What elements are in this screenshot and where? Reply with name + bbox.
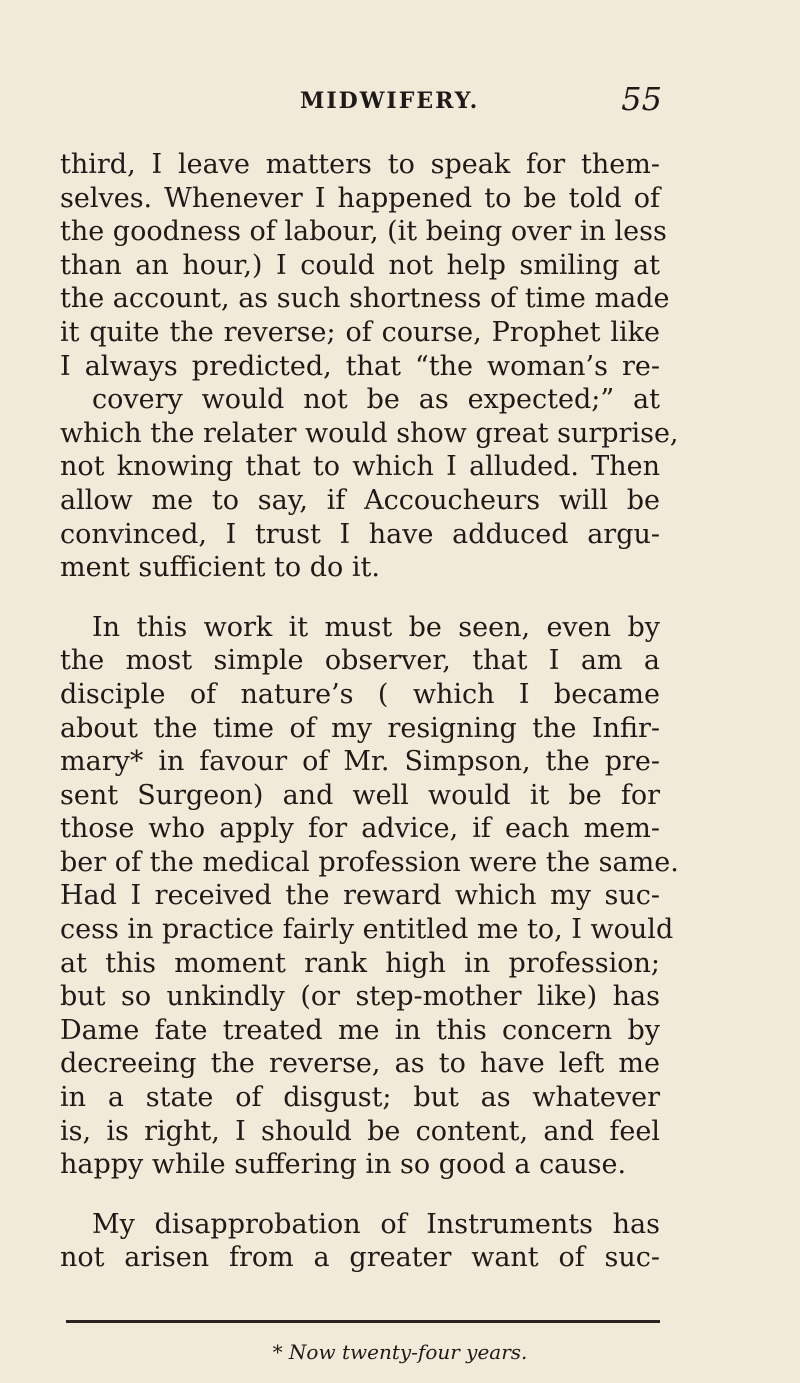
page-number: 55	[621, 80, 662, 118]
text-line: covery would not be as expected;” at	[92, 384, 660, 416]
text-line: which the relater would show great surprise,	[60, 417, 679, 449]
body-text	[60, 148, 679, 1275]
text-line: those who apply for advice, if each mem-	[60, 813, 660, 845]
page-header	[0, 80, 800, 122]
text-line: the most simple observer, that I am a	[60, 645, 660, 677]
text-line: is, is right, I should be content, and feel	[60, 1115, 660, 1147]
text-line: selves. Whenever I happened to be told of	[60, 182, 660, 214]
text-line: in a state of disgust; but as whatever	[60, 1082, 660, 1114]
footnote: * Now twenty-four years.	[272, 1340, 528, 1364]
text-line: Dame fate treated me in this concern by	[60, 1014, 660, 1046]
text-line: the account, as such shortness of time made	[60, 283, 670, 315]
text-line: the goodness of labour, (it being over in less	[60, 216, 667, 248]
paragraph	[60, 611, 679, 1182]
text-line: ber of the medical profession were the same.	[60, 846, 679, 878]
text-line: ment sufficient to do it.	[60, 552, 380, 584]
text-line: I always predicted, that “the woman’s re-	[60, 350, 660, 382]
text-line: My disapprobation of Instruments has	[92, 1208, 660, 1240]
running-head: MIDWIFERY.	[300, 88, 480, 114]
text-line: cess in practice fairly entitled me to, I would	[60, 914, 674, 946]
text-line: allow me to say, if Accoucheurs will be	[60, 484, 660, 516]
text-line: disciple of nature’s ( which I became	[60, 678, 660, 710]
text-line: not knowing that to which I alluded. Then	[60, 451, 660, 483]
text-line: mary* in favour of Mr. Simpson, the pre-	[60, 746, 660, 778]
text-line: it quite the reverse; of course, Prophet like	[60, 316, 660, 348]
text-line: not arisen from a greater want of suc-	[60, 1242, 660, 1274]
text-line: sent Surgeon) and well would it be for	[60, 779, 660, 811]
text-line: decreeing the reverse, as to have left me	[60, 1048, 660, 1080]
text-line: at this moment rank high in profession;	[60, 947, 660, 979]
text-line: about the time of my resigning the Infir-	[60, 712, 660, 744]
text-line: third, I leave matters to speak for them-	[60, 149, 660, 180]
footnote-rule	[66, 1320, 660, 1323]
paragraph	[60, 148, 679, 585]
text-line: than an hour,) I could not help smiling at	[60, 249, 660, 281]
paragraph	[60, 1208, 660, 1275]
text-line: happy while suffering in so good a cause.	[60, 1149, 627, 1181]
text-line: but so unkindly (or step-mother like) has	[60, 981, 660, 1013]
text-line: Had I received the reward which my suc-	[60, 880, 660, 912]
text-line: convinced, I trust I have adduced argu-	[60, 518, 660, 550]
text-line: In this work it must be seen, even by	[92, 611, 660, 643]
